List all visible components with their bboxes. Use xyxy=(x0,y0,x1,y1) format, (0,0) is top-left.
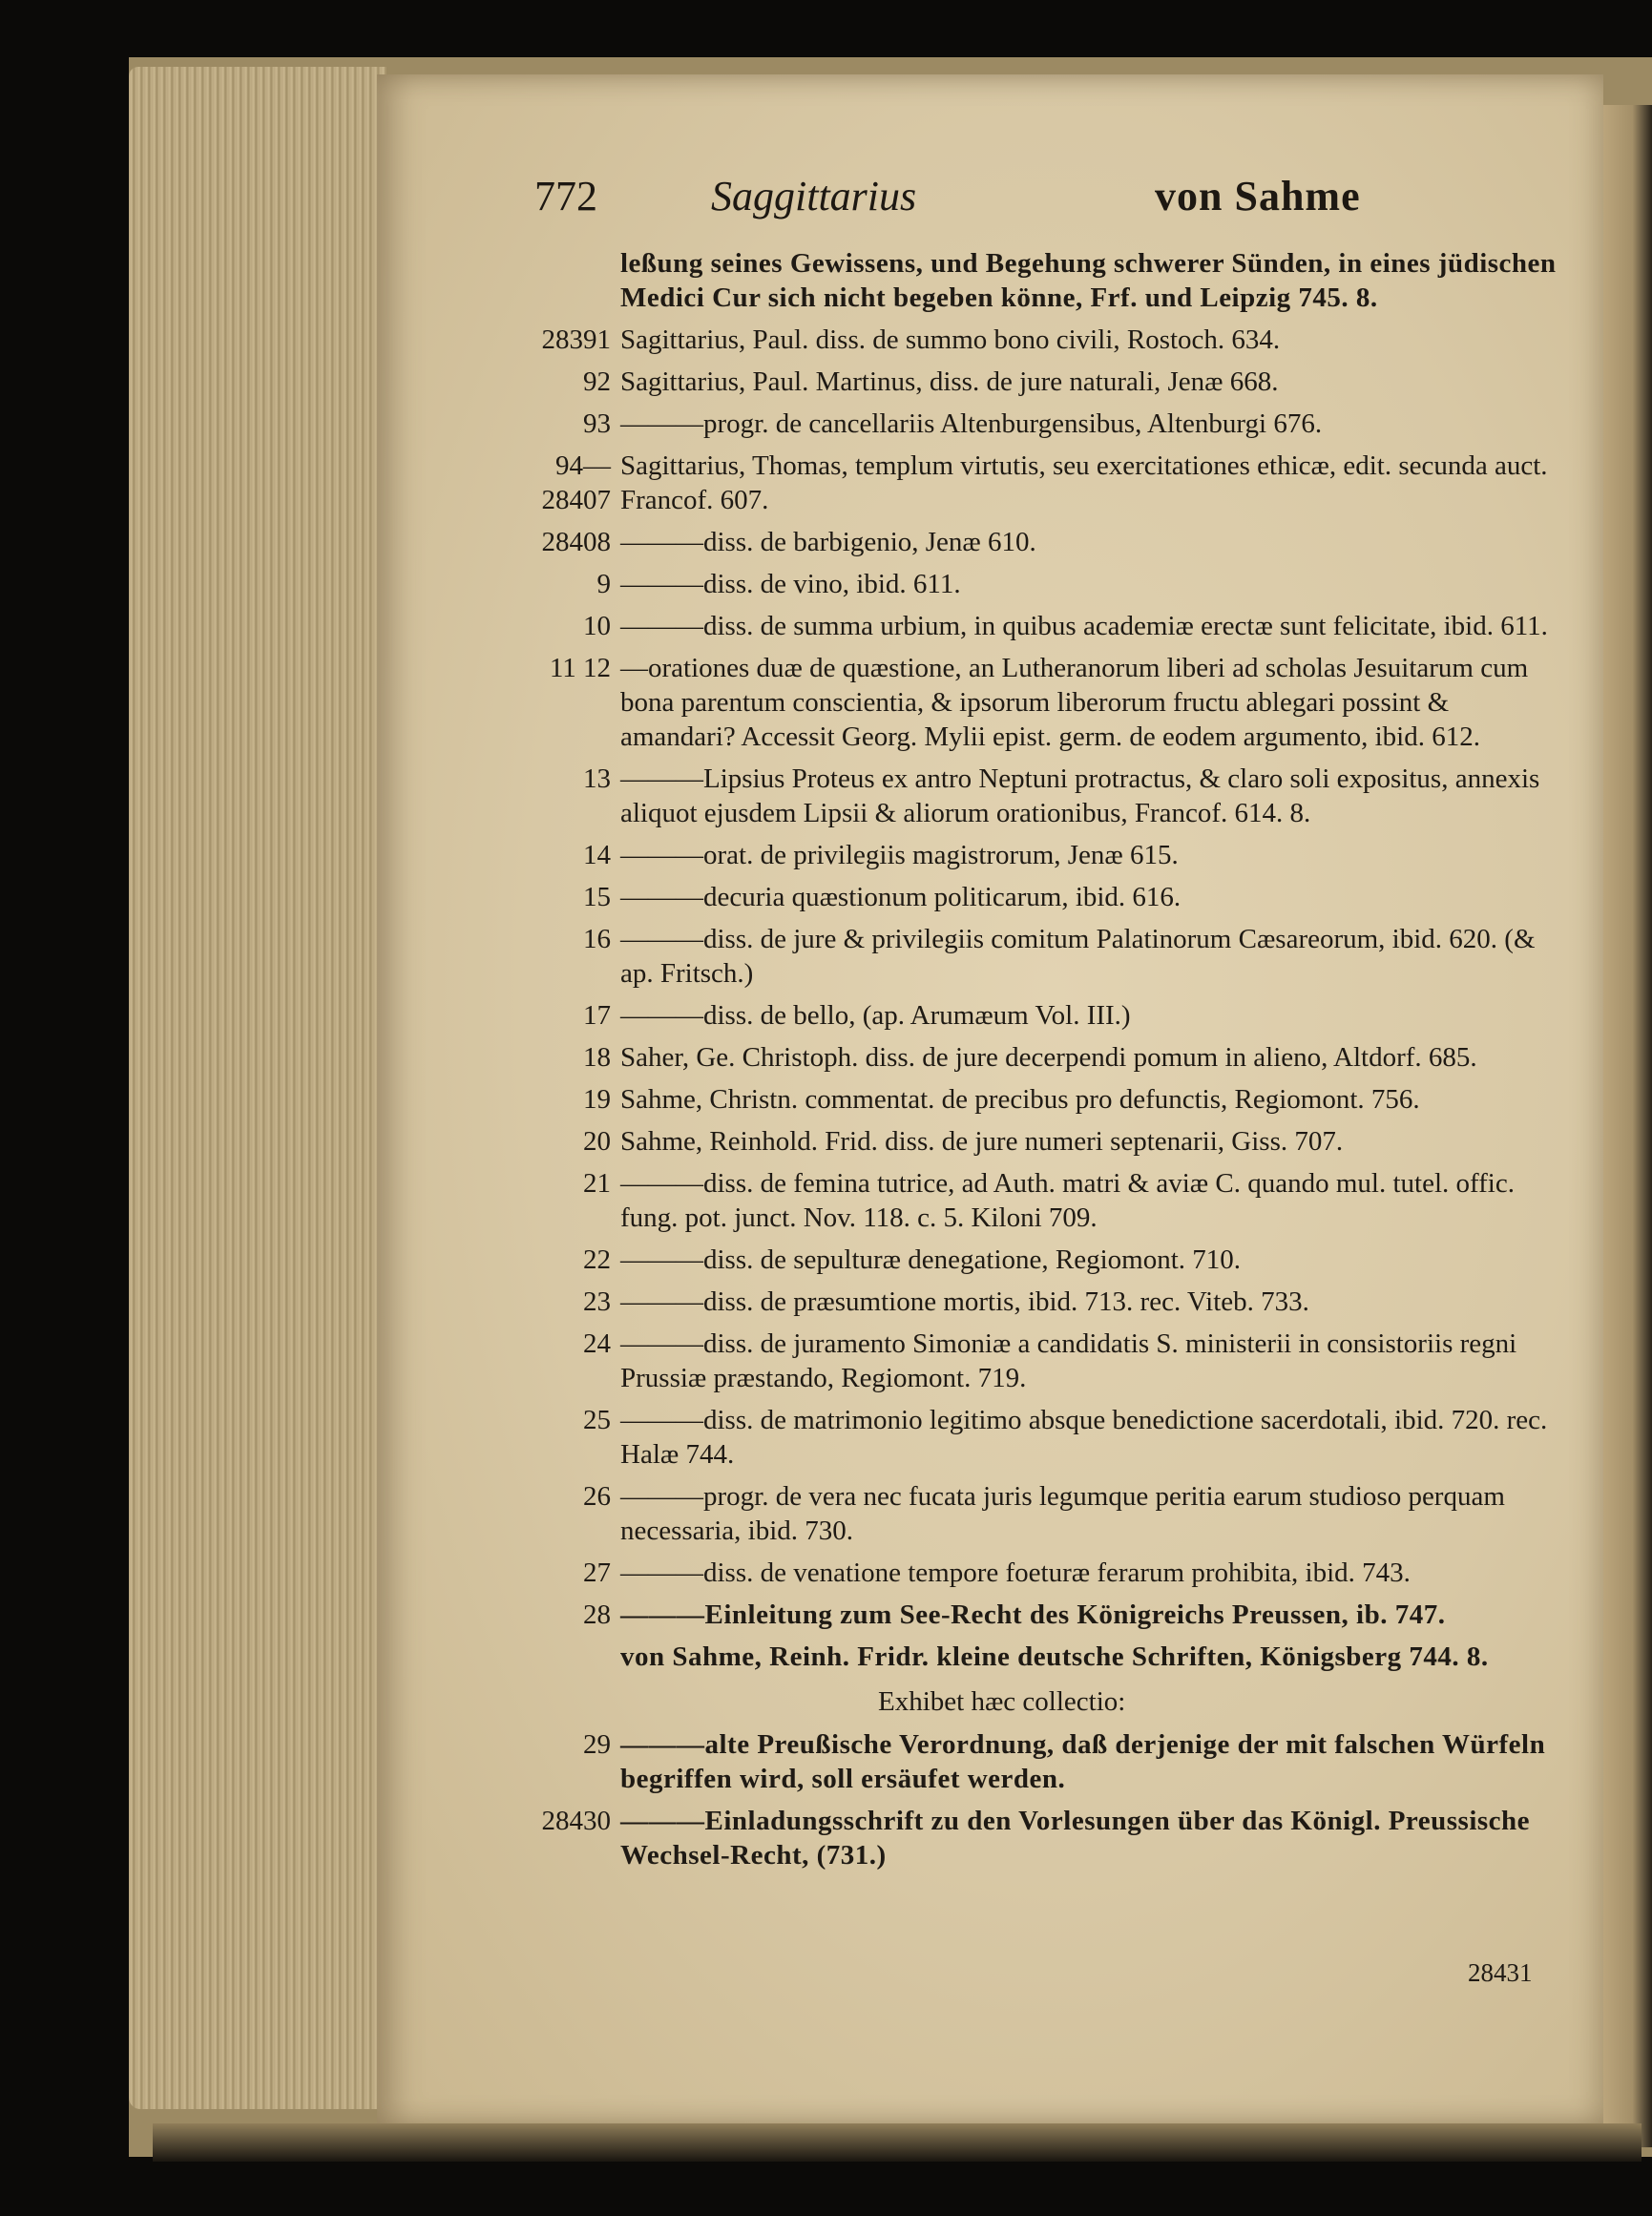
entry-text: ———diss. de matrimonio legitimo absque benedictione sacerdotali, ibid. 720. rec. Halæ 744. xyxy=(620,1405,1548,1470)
entry-number: 29 xyxy=(583,1729,611,1760)
entry-number: 11 12 xyxy=(549,653,611,683)
bibliography-entry xyxy=(515,1327,1565,1395)
running-head xyxy=(534,172,1508,229)
bibliography-entry xyxy=(515,1243,1565,1277)
entry-text: Sagittarius, Thomas, templum virtutis, seu exercitationes ethicæ, edit. secunda auct. Francof. 607. xyxy=(620,450,1548,515)
entry-text: —orationes duæ de quæstione, an Lutheranorum liberi ad scholas Jesuitarum cum bona parentum conscientia, & ipsorum liberorum fructu ablegari possint & amandari? Accessit Georg. Mylii epist. germ. de eodem argumento, ibid. 612. xyxy=(620,653,1529,752)
bibliography-entry xyxy=(515,449,1565,517)
entry-number: 28430 xyxy=(541,1806,611,1836)
bibliography-entry xyxy=(515,922,1565,991)
bibliography-entry xyxy=(515,1804,1565,1872)
entry-number: 14 xyxy=(583,840,611,870)
entry-text: Sagittarius, Paul. Martinus, diss. de jure naturali, Jenæ 668. xyxy=(620,366,1279,397)
entry-text: ———diss. de juramento Simoniæ a candidatis S. ministerii in consistoriis regni Prussiæ præstando, Regiomont. 719. xyxy=(620,1328,1517,1393)
entry-text: ———diss. de summa urbium, in quibus academiæ erectæ sunt felicitate, ibid. 611. xyxy=(620,611,1548,641)
catchword: 28431 xyxy=(1468,1958,1533,1987)
bibliography-entry xyxy=(515,998,1565,1033)
entry-number: 24 xyxy=(583,1328,611,1359)
bibliography-entry xyxy=(515,1479,1565,1548)
entry-number: 9 xyxy=(596,569,611,599)
entry-text: ———progr. de vera nec fucata juris legumque peritia earum studioso perquam necessaria, ibid. 730. xyxy=(620,1481,1505,1546)
entry-text: ———Einladungsschrift zu den Vorlesungen über das Königl. Preussische Wechsel-Recht, (731.) xyxy=(620,1806,1531,1871)
bibliography-entry xyxy=(515,567,1565,601)
entry-number: 27 xyxy=(583,1557,611,1588)
facing-page-edge xyxy=(1603,105,1652,2147)
entry-number: 92 xyxy=(583,366,611,397)
entry-number: 93 xyxy=(583,408,611,439)
entry-number: 10 xyxy=(583,611,611,641)
entry-text: leßung seines Gewissens, und Begehung schwerer Sünden, in eines jüdischen Medici Cur sich nicht begeben könne, Frf. und Leipzig 745. 8. xyxy=(620,248,1557,313)
running-head-left: Saggittarius xyxy=(711,173,917,220)
entry-text: Sagittarius, Paul. diss. de summo bono civili, Rostoch. 634. xyxy=(620,324,1281,355)
bibliography-entry xyxy=(515,838,1565,872)
bibliography-entry xyxy=(515,1040,1565,1075)
entry-number: 15 xyxy=(583,882,611,912)
entry-text: ———orat. de privilegiis magistrorum, Jenæ 615. xyxy=(620,840,1179,870)
bibliography-entry xyxy=(515,880,1565,914)
entry-number: 17 xyxy=(583,1000,611,1031)
entry-number: 25 xyxy=(583,1405,611,1435)
bibliography-entry xyxy=(515,609,1565,643)
entry-text: Sahme, Reinhold. Frid. diss. de jure numeri septenarii, Giss. 707. xyxy=(620,1126,1344,1157)
entry-number: 28408 xyxy=(541,527,611,557)
entry-text: Saher, Ge. Christoph. diss. de jure decerpendi pomum in alieno, Altdorf. 685. xyxy=(620,1042,1477,1073)
entry-number: 16 xyxy=(583,924,611,954)
bibliography-entry xyxy=(515,1285,1565,1319)
bibliography-entry xyxy=(515,1124,1565,1159)
entry-number: 21 xyxy=(583,1168,611,1199)
bibliography-entry xyxy=(515,1082,1565,1117)
bibliography-entry xyxy=(515,1166,1565,1235)
entry-text: ———diss. de jure & privilegiis comitum Palatinorum Cæsareorum, ibid. 620. (& ap. Fritsch.) xyxy=(620,924,1536,989)
bibliography-entry xyxy=(515,525,1565,559)
page-edges xyxy=(129,67,387,2109)
entry-text: ———decuria quæstionum politicarum, ibid. 616. xyxy=(620,882,1181,912)
bibliography-list xyxy=(515,246,1565,1880)
entry-number: 18 xyxy=(583,1042,611,1073)
entry-text: ———Einleitung zum See-Recht des Königreichs Preussen, ib. 747. xyxy=(620,1599,1446,1630)
entry-text: ———diss. de vino, ibid. 611. xyxy=(620,569,961,599)
entry-text: ———diss. de præsumtione mortis, ibid. 713. rec. Viteb. 733. xyxy=(620,1286,1309,1317)
entry-text: Sahme, Christn. commentat. de precibus pro defunctis, Regiomont. 756. xyxy=(620,1084,1420,1115)
page-bottom-shadow xyxy=(153,2123,1642,2162)
entry-number: 94—28407 xyxy=(541,450,611,515)
running-head-right: von Sahme xyxy=(1155,173,1361,220)
bibliography-entry xyxy=(515,1556,1565,1590)
entry-number: 28391 xyxy=(541,324,611,355)
entry-number: 22 xyxy=(583,1244,611,1275)
entry-number: 19 xyxy=(583,1084,611,1115)
bibliography-entry xyxy=(515,1403,1565,1472)
entry-text: ———alte Preußische Verordnung, daß derjenige der mit falschen Würfeln begriffen wird, soll ersäufet werden. xyxy=(620,1729,1546,1794)
entry-text: ———diss. de barbigenio, Jenæ 610. xyxy=(620,527,1036,557)
entry-number: 26 xyxy=(583,1481,611,1512)
collection-note: Exhibet hæc collectio: xyxy=(878,1686,1126,1717)
page-number: 772 xyxy=(534,173,597,220)
entry-text: ———diss. de bello, (ap. Arumæum Vol. III.) xyxy=(620,1000,1131,1031)
entry-text: ———progr. de cancellariis Altenburgensibus, Altenburgi 676. xyxy=(620,408,1323,439)
bibliography-entry xyxy=(515,407,1565,441)
bibliography-entry xyxy=(515,1598,1565,1632)
entry-text: ———diss. de venatione tempore foeturæ ferarum prohibita, ibid. 743. xyxy=(620,1557,1411,1588)
bibliography-entry xyxy=(515,1727,1565,1796)
entry-number: 20 xyxy=(583,1126,611,1157)
bibliography-entry xyxy=(515,323,1565,357)
bibliography-entry xyxy=(515,1640,1565,1674)
entry-text: ———Lipsius Proteus ex antro Neptuni protractus, & claro soli expositus, annexis aliquot ejusdem Lipsii & aliorum orationibus, Francof. 614. 8. xyxy=(620,763,1540,828)
bibliography-entry xyxy=(515,365,1565,399)
entry-text: ———diss. de sepulturæ denegatione, Regiomont. 710. xyxy=(620,1244,1242,1275)
entry-text: von Sahme, Reinh. Fridr. kleine deutsche Schriften, Königsberg 744. 8. xyxy=(620,1641,1489,1672)
entry-number: 23 xyxy=(583,1286,611,1317)
bibliography-entry xyxy=(515,651,1565,754)
bibliography-entry xyxy=(515,762,1565,830)
entry-number: 28 xyxy=(583,1599,611,1630)
entry-text: ———diss. de femina tutrice, ad Auth. matri & aviæ C. quando mul. tutel. offic. fung. pot. junct. Nov. 118. c. 5. Kiloni 709. xyxy=(620,1168,1515,1233)
bibliography-entry xyxy=(515,246,1565,315)
entry-number: 13 xyxy=(583,763,611,794)
